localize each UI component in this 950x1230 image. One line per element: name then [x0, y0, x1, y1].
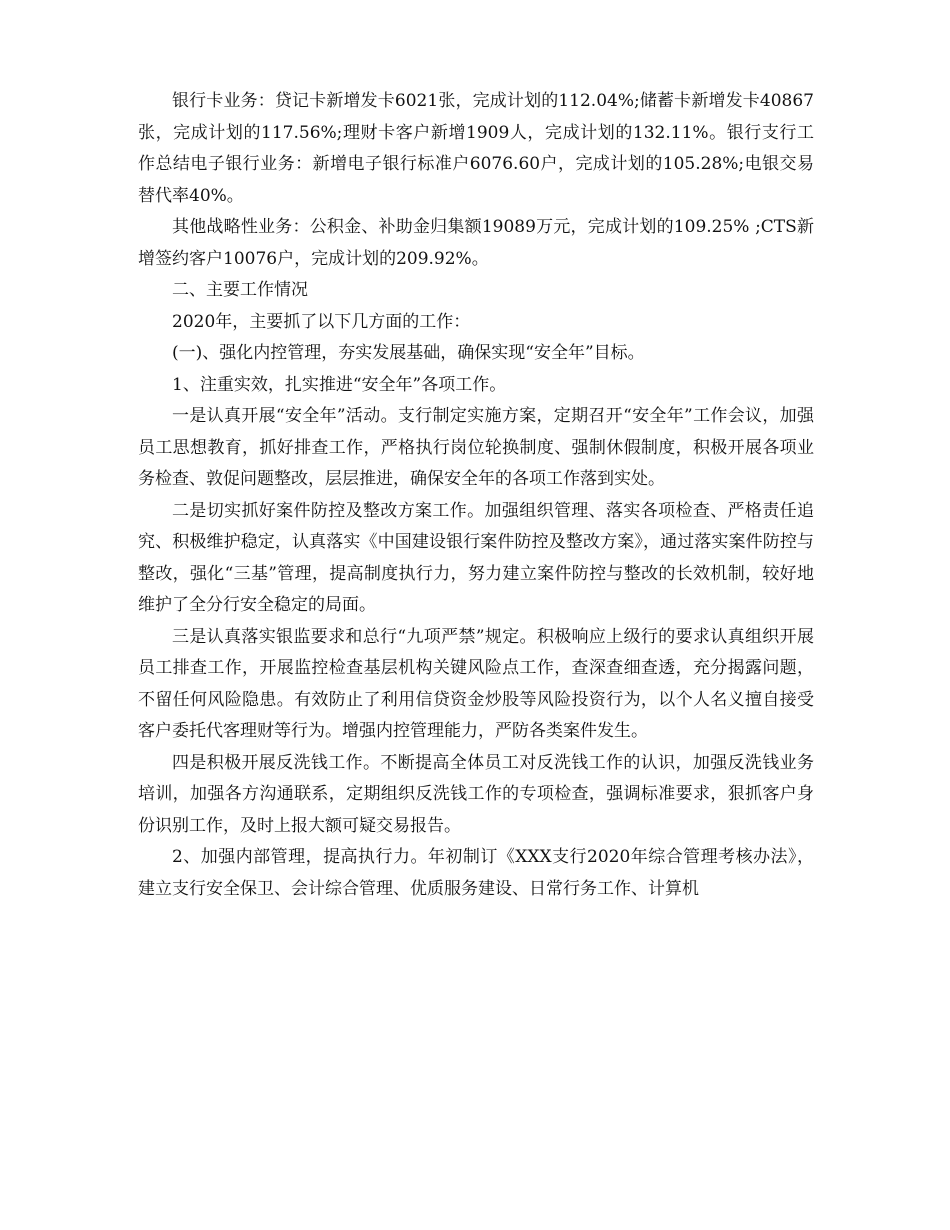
- paragraph-bank-card-business: 银行卡业务：贷记卡新增发卡6021张，完成计划的112.04%;储蓄卡新增发卡40867张，完成计划的117.56%;理财卡客户新增1909人，完成计划的132.11%。银行支行工作总结电子银行业务：新增电子银行标准户6076.60户，完成计划的105.28%;电银交易替代率40%。: [138, 91, 814, 206]
- paragraph-point-two: 二是切实抓好案件防控及整改方案工作。加强组织管理、落实各项检查、严格责任追究、积极维护稳定，认真落实《中国建设银行案件防控及整改方案》，通过落实案件防控与整改，强化“三基”管理，提高制度执行力，努力建立案件防控与整改的长效机制，较好地维护了全分行安全稳定的局面。: [138, 500, 814, 615]
- paragraph-internal-management: 2、加强内部管理，提高执行力。年初制订《XXX支行2020年综合管理考核办法》，建立支行安全保卫、会计综合管理、优质服务建设、日常行务工作、计算机: [138, 847, 814, 899]
- document-body: [138, 86, 814, 905]
- paragraph-other-strategic-business: 其他战略性业务：公积金、补助金归集额19089万元，完成计划的109.25% ;CTS新增签约客户10076户，完成计划的209.92%。: [138, 217, 814, 269]
- item-heading-safety-year: 1、注重实效，扎实推进“安全年”各项工作。: [172, 374, 507, 395]
- paragraph-point-one: 一是认真开展“安全年”活动。支行制定实施方案，定期召开“安全年”工作会议，加强员工思想教育，抓好排查工作，严格执行岗位轮换制度、强制休假制度，积极开展各项业务检查、敦促问题整改，层层推进，确保安全年的各项工作落到实处。: [138, 406, 814, 489]
- paragraph-point-four: 四是积极开展反洗钱工作。不断提高全体员工对反洗钱工作的认识，加强反洗钱业务培训，加强各方沟通联系，定期组织反洗钱工作的专项检查，强调标准要求，狠抓客户身份识别工作，及时上报大额可疑交易报告。: [138, 752, 814, 836]
- paragraph-year-intro: 2020年，主要抓了以下几方面的工作：: [172, 311, 471, 332]
- paragraph-point-three: 三是认真落实银监要求和总行“九项严禁”规定。积极响应上级行的要求认真组织开展员工排查工作，开展监控检查基层机构关键风险点工作，查深查细查透，充分揭露问题，不留任何风险隐患。有效防止了利用信贷资金炒股等风险投资行为，以个人名义擅自接受客户委托代客理财等行为。增强内控管理能力，严防各类案件发生。: [138, 626, 814, 741]
- subsection-heading-internal-control: (一)、强化内控管理，夯实发展基础，确保实现“安全年”目标。: [172, 343, 645, 363]
- section-heading-main-work: 二、主要工作情况: [172, 280, 308, 300]
